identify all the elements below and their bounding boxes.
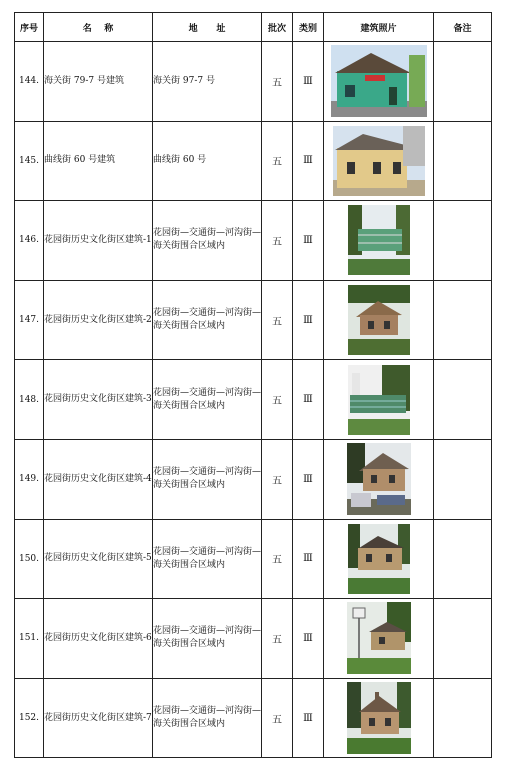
batch-value: 五 [262,121,293,201]
photo-cell [324,519,434,599]
building-name: 花园街历史文化街区建筑-2 [44,280,153,360]
batch-value: 五 [262,678,293,758]
building-address: 花园街—交通街—河沟街—海关街围合区域内 [153,519,262,599]
category-value: Ⅲ [293,439,324,519]
note-cell [434,280,492,360]
photo-cell [324,280,434,360]
note-cell [434,519,492,599]
photo-cell [324,360,434,440]
building-address: 曲线街 60 号 [153,121,262,201]
building-name: 花园街历史文化街区建筑-4 [44,439,153,519]
table-row [15,121,492,201]
category-value: Ⅲ [293,42,324,122]
building-photo-yard-house-icon [347,443,411,515]
photo-cell [324,42,434,122]
building-name: 海关街 79-7 号建筑 [44,42,153,122]
table-row [15,678,492,758]
batch-value: 五 [262,280,293,360]
building-photo-hoop-house-icon [347,602,411,674]
building-photo-small-house-icon [347,682,411,754]
batch-value: 五 [262,599,293,679]
header-photo: 建筑照片 [324,13,434,42]
building-photo-cottage-icon [348,285,410,355]
building-name: 花园街历史文化街区建筑-3 [44,360,153,440]
heritage-building-table [14,12,492,758]
building-address: 花园街—交通街—河沟街—海关街围合区域内 [153,439,262,519]
batch-value: 五 [262,360,293,440]
category-value: Ⅲ [293,599,324,679]
table-row [15,519,492,599]
note-cell [434,678,492,758]
table-row [15,360,492,440]
photo-cell [324,201,434,281]
note-cell [434,599,492,679]
photo-cell [324,121,434,201]
building-address: 海关街 97-7 号 [153,42,262,122]
header-name: 名 称 [44,13,153,42]
row-number: 151. [15,599,44,679]
building-name: 花园街历史文化街区建筑-6 [44,599,153,679]
header-batch: 批次 [262,13,293,42]
building-address: 花园街—交通街—河沟街—海关街围合区域内 [153,360,262,440]
note-cell [434,439,492,519]
row-number: 145. [15,121,44,201]
building-name: 花园街历史文化街区建筑-5 [44,519,153,599]
building-photo-yellow-house-icon [333,126,425,196]
row-number: 147. [15,280,44,360]
category-value: Ⅲ [293,201,324,281]
row-number: 144. [15,42,44,122]
building-address: 花园街—交通街—河沟街—海关街围合区域内 [153,201,262,281]
building-address: 花园街—交通街—河沟街—海关街围合区域内 [153,678,262,758]
batch-value: 五 [262,439,293,519]
category-value: Ⅲ [293,519,324,599]
note-cell [434,42,492,122]
header-category: 类别 [293,13,324,42]
header-note: 备注 [434,13,492,42]
header-address: 地 址 [153,13,262,42]
note-cell [434,201,492,281]
table-header-row [15,13,492,42]
batch-value: 五 [262,201,293,281]
table-row [15,42,492,122]
building-name: 花园街历史文化街区建筑-1 [44,201,153,281]
header-no: 序号 [15,13,44,42]
note-cell [434,121,492,201]
row-number: 146. [15,201,44,281]
building-photo-fenced-site-icon [348,205,410,275]
category-value: Ⅲ [293,121,324,201]
photo-cell [324,439,434,519]
category-value: Ⅲ [293,280,324,360]
building-photo-green-shop-icon [331,45,427,117]
row-number: 152. [15,678,44,758]
building-photo-log-house-icon [348,524,410,594]
building-address: 花园街—交通街—河沟街—海关街围合区域内 [153,599,262,679]
building-name: 花园街历史文化街区建筑-7 [44,678,153,758]
note-cell [434,360,492,440]
batch-value: 五 [262,42,293,122]
photo-cell [324,678,434,758]
building-photo-green-fence-icon [348,365,410,435]
building-name: 曲线街 60 号建筑 [44,121,153,201]
row-number: 148. [15,360,44,440]
building-address: 花园街—交通街—河沟街—海关街围合区域内 [153,280,262,360]
batch-value: 五 [262,519,293,599]
table-row [15,599,492,679]
category-value: Ⅲ [293,360,324,440]
row-number: 150. [15,519,44,599]
photo-cell [324,599,434,679]
table-row [15,439,492,519]
row-number: 149. [15,439,44,519]
table-row [15,280,492,360]
category-value: Ⅲ [293,678,324,758]
table-row [15,201,492,281]
